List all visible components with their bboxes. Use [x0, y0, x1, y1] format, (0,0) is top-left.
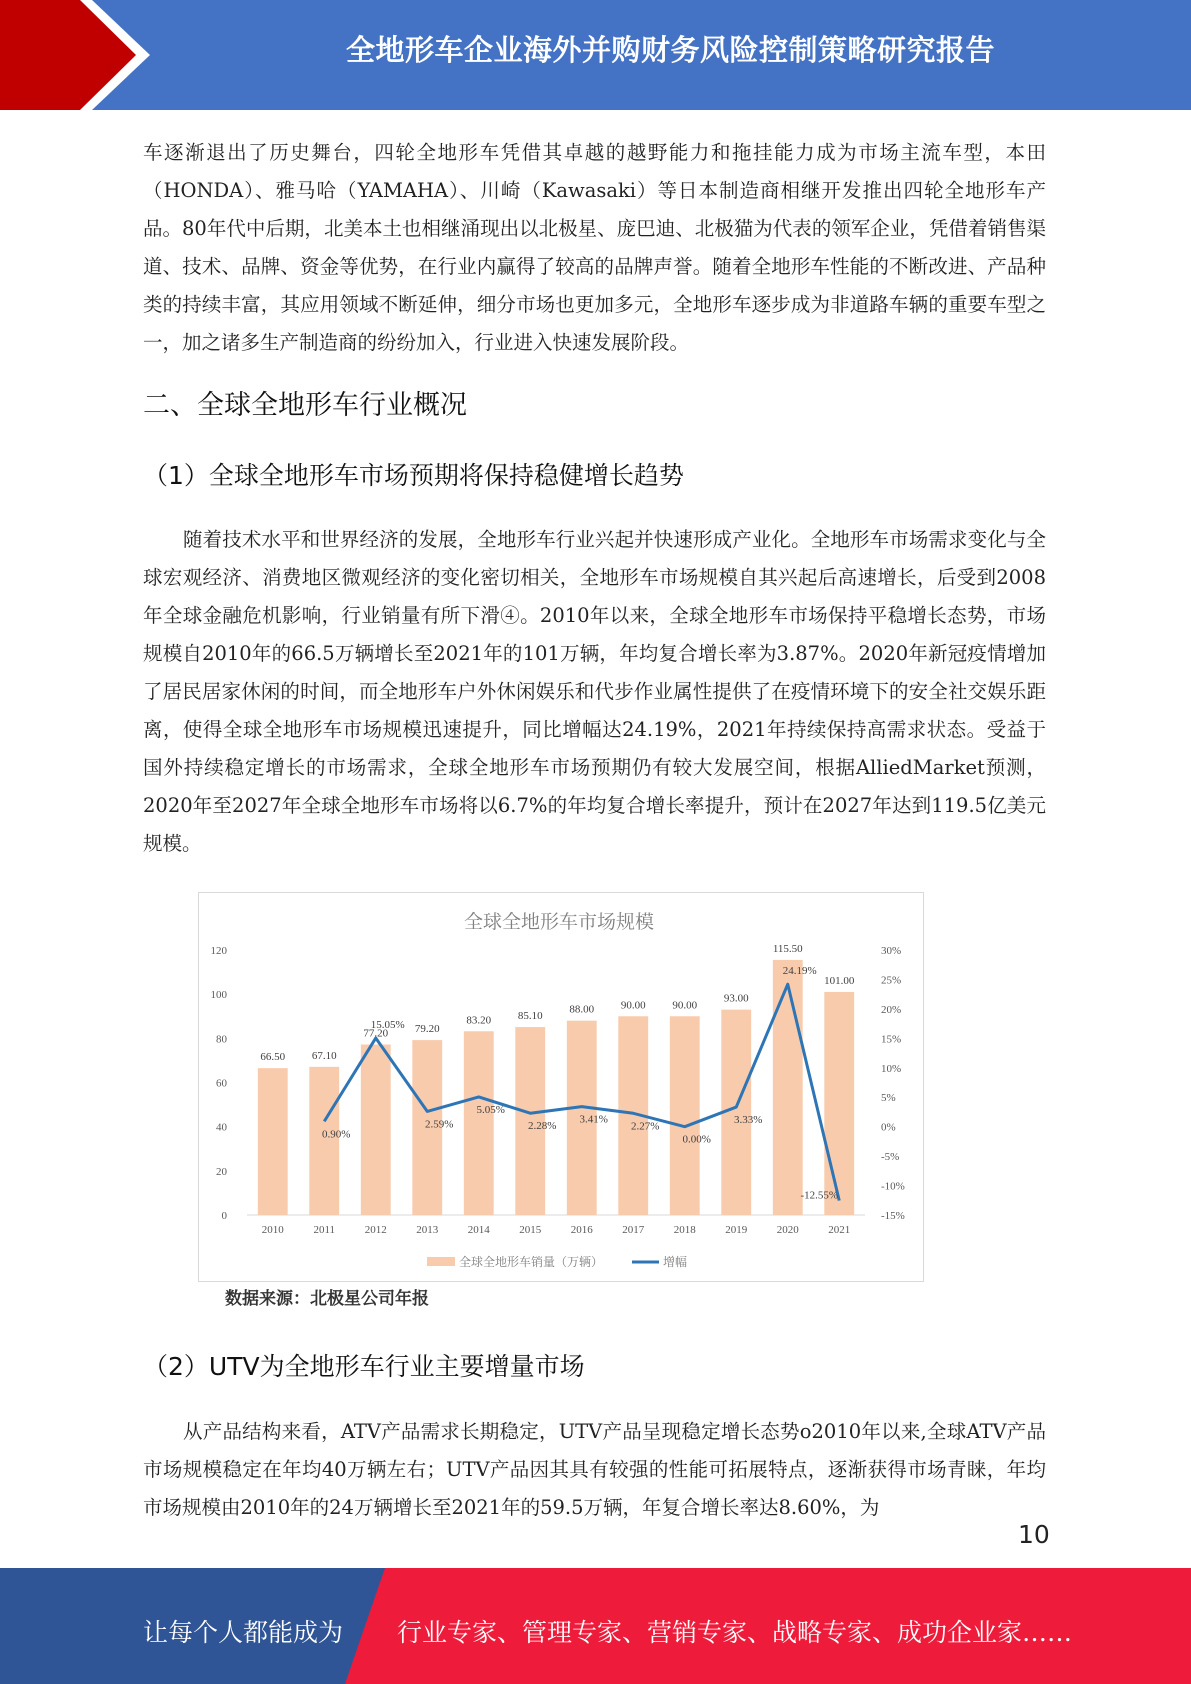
utv-section [143, 1413, 1046, 1527]
growth-value-label: 0.90% [322, 1128, 351, 1141]
x-tick-label: 2021 [828, 1224, 851, 1236]
bar-value-label: 79.20 [414, 1023, 440, 1036]
y-left-tick-label: 40 [216, 1121, 227, 1134]
y-right-tick-label: 10% [881, 1062, 902, 1075]
x-tick-label: 2017 [622, 1224, 645, 1236]
page-footer [0, 1568, 1191, 1684]
bar-value-label: 66.50 [260, 1051, 286, 1064]
growth-value-label: -12.55% [800, 1189, 839, 1202]
market-paragraph: 随着技术水平和世界经济的发展，全地形车行业兴起并快速形成产业化。全地形车市场需求变化与全球宏观经济、消费地区微观经济的变化密切相关，全地形车市场规模自其兴起后高速增长，后受到2008年全球金融危机影响，行业销量有所下滑④。2010年以来，全球全地形车市场保持平稳增长态势，市场规模自2010年的66.5万辆增长至2021年的101万辆，年均复合增长率为3.87%。2020年新冠疫情增加了居民居家休闲的时间，而全地形车户外休闲娱乐和代步作业属性提供了在疫情环境下的安全社交娱乐距离，使得全球全地形车市场规模迅速提升，同比增幅达24.19%，2021年持续保持高需求状态。受益于国外持续稳定增长的市场需求，全球全地形车市场预期仍有较大发展空间，根据AlliedMarket预测，2020年至2027年全球全地形车市场将以6.7%的年均复合增长率提升，预计在2027年达到119.5亿美元规模。 [143, 528, 1046, 855]
bar-sales [258, 1068, 288, 1215]
bar-value-label: 83.20 [466, 1014, 492, 1027]
x-tick-label: 2013 [416, 1224, 439, 1236]
x-tick-label: 2015 [519, 1224, 542, 1236]
bar-sales [773, 960, 803, 1215]
subsection-1-wrap [143, 456, 1046, 492]
legend-label-sales: 全球全地形车销量（万辆） [459, 1255, 604, 1269]
legend-swatch-sales [427, 1257, 455, 1266]
chart-source: 数据来源：北极星公司年报 [225, 1289, 429, 1309]
bar-value-label: 85.10 [517, 1010, 543, 1023]
growth-value-label: 2.28% [528, 1120, 557, 1133]
x-tick-label: 2019 [725, 1224, 748, 1236]
chart-title: 全球全地形车市场规模 [463, 911, 655, 933]
bar-value-label: 115.50 [772, 942, 803, 955]
bar-sales [670, 1016, 700, 1215]
bar-value-label: 101.00 [824, 974, 855, 987]
y-right-tick-label: -15% [881, 1210, 905, 1222]
growth-value-label: 0.00% [682, 1133, 711, 1146]
growth-value-label: 15.05% [370, 1019, 405, 1032]
growth-value-label: 3.33% [734, 1114, 763, 1127]
footer-slogan-right: 行业专家、管理专家、营销专家、战略专家、成功企业家…… [397, 1618, 1073, 1647]
market-section [143, 521, 1046, 863]
page-header [0, 0, 1191, 110]
bar-sales [361, 1045, 391, 1215]
y-right-tick-label: 15% [881, 1033, 902, 1046]
y-left-tick-label: 0 [221, 1210, 227, 1222]
subsection-2-wrap [143, 1347, 1046, 1383]
market-size-chart [198, 892, 924, 1282]
y-left-tick-label: 60 [216, 1077, 227, 1090]
x-tick-label: 2011 [313, 1224, 336, 1236]
growth-value-label: 2.59% [425, 1118, 454, 1131]
y-right-tick-label: 25% [881, 974, 902, 987]
x-tick-label: 2020 [776, 1224, 799, 1236]
intro-paragraph: 车逐渐退出了历史舞台，四轮全地形车凭借其卓越的越野能力和拖挂能力成为市场主流车型，本田（HONDA）、雅马哈（YAMAHA）、川崎（Kawasaki）等日本制造商相继开发推出四轮全地形车产品。80年代中后期，北美本土也相继涌现出以北极星、庞巴迪、北极猫为代表的领军企业，凭借着销售渠道、技术、品牌、资金等优势，在行业内赢得了较高的品牌声誉。随着全地形车性能的不断改进、产品种类的持续丰富，其应用领域不断延伸，细分市场也更加多元，全地形车逐步成为非道路车辆的重要车型之一，加之诸多生产制造商的纷纷加入，行业进入快速发展阶段。 [143, 141, 1046, 354]
section-heading-wrap [143, 383, 1046, 422]
page-number: 10 [1018, 1520, 1050, 1549]
y-right-tick-label: 30% [881, 945, 902, 957]
growth-value-label: 5.05% [476, 1103, 505, 1116]
x-tick-label: 2018 [673, 1224, 696, 1236]
y-right-tick-label: 20% [881, 1003, 902, 1016]
intro-section [143, 134, 1046, 362]
bar-value-label: 67.10 [311, 1049, 337, 1062]
y-right-tick-label: 0% [881, 1121, 896, 1134]
y-right-tick-label: -10% [881, 1180, 905, 1193]
y-right-tick-label: 5% [881, 1092, 896, 1105]
growth-value-label: 3.41% [579, 1113, 608, 1126]
section-heading: 二、全球全地形车行业概况 [143, 390, 467, 421]
subsection-2-heading: （2）UTV为全地形车行业主要增量市场 [143, 1352, 585, 1381]
bar-value-label: 88.00 [569, 1003, 595, 1016]
footer-slogan-left: 让每个人都能成为 [143, 1618, 344, 1647]
bar-value-label: 90.00 [620, 999, 646, 1012]
y-left-tick-label: 100 [210, 989, 227, 1002]
x-tick-label: 2010 [261, 1224, 284, 1236]
x-tick-label: 2014 [467, 1224, 490, 1236]
subsection-1-heading: （1）全球全地形车市场预期将保持稳健增长趋势 [143, 461, 684, 490]
bar-sales [824, 992, 854, 1215]
utv-paragraph: 从产品结构来看，ATV产品需求长期稳定，UTV产品呈现稳定增长态势o2010年以来,全球ATV产品市场规模稳定在年均40万辆左右；UTV产品因其具有较强的性能可拓展特点，逐渐获得市场青睐，年均市场规模由2010年的24万辆增长至2021年的59.5万辆，年复合增长率达8.60%，为 [143, 1420, 1046, 1519]
y-left-tick-label: 20 [216, 1165, 227, 1178]
bar-value-label: 93.00 [723, 992, 749, 1005]
y-left-tick-label: 120 [210, 945, 227, 957]
growth-value-label: 24.19% [782, 965, 817, 978]
bar-value-label: 90.00 [672, 999, 698, 1012]
y-left-tick-label: 80 [216, 1033, 227, 1046]
legend-label-growth: 增幅 [663, 1255, 688, 1269]
document-title: 全地形车企业海外并购财务风险控制策略研究报告 [345, 33, 995, 67]
bar-sales [464, 1031, 494, 1215]
chart-svg [199, 893, 923, 1281]
x-tick-label: 2012 [364, 1224, 387, 1236]
bar-value-label: 77.20 [363, 1027, 389, 1040]
header-arrow-decoration [0, 0, 160, 110]
growth-value-label: 2.27% [631, 1120, 660, 1133]
bar-sales [309, 1067, 339, 1215]
x-tick-label: 2016 [570, 1224, 593, 1236]
y-right-tick-label: -5% [881, 1151, 900, 1164]
